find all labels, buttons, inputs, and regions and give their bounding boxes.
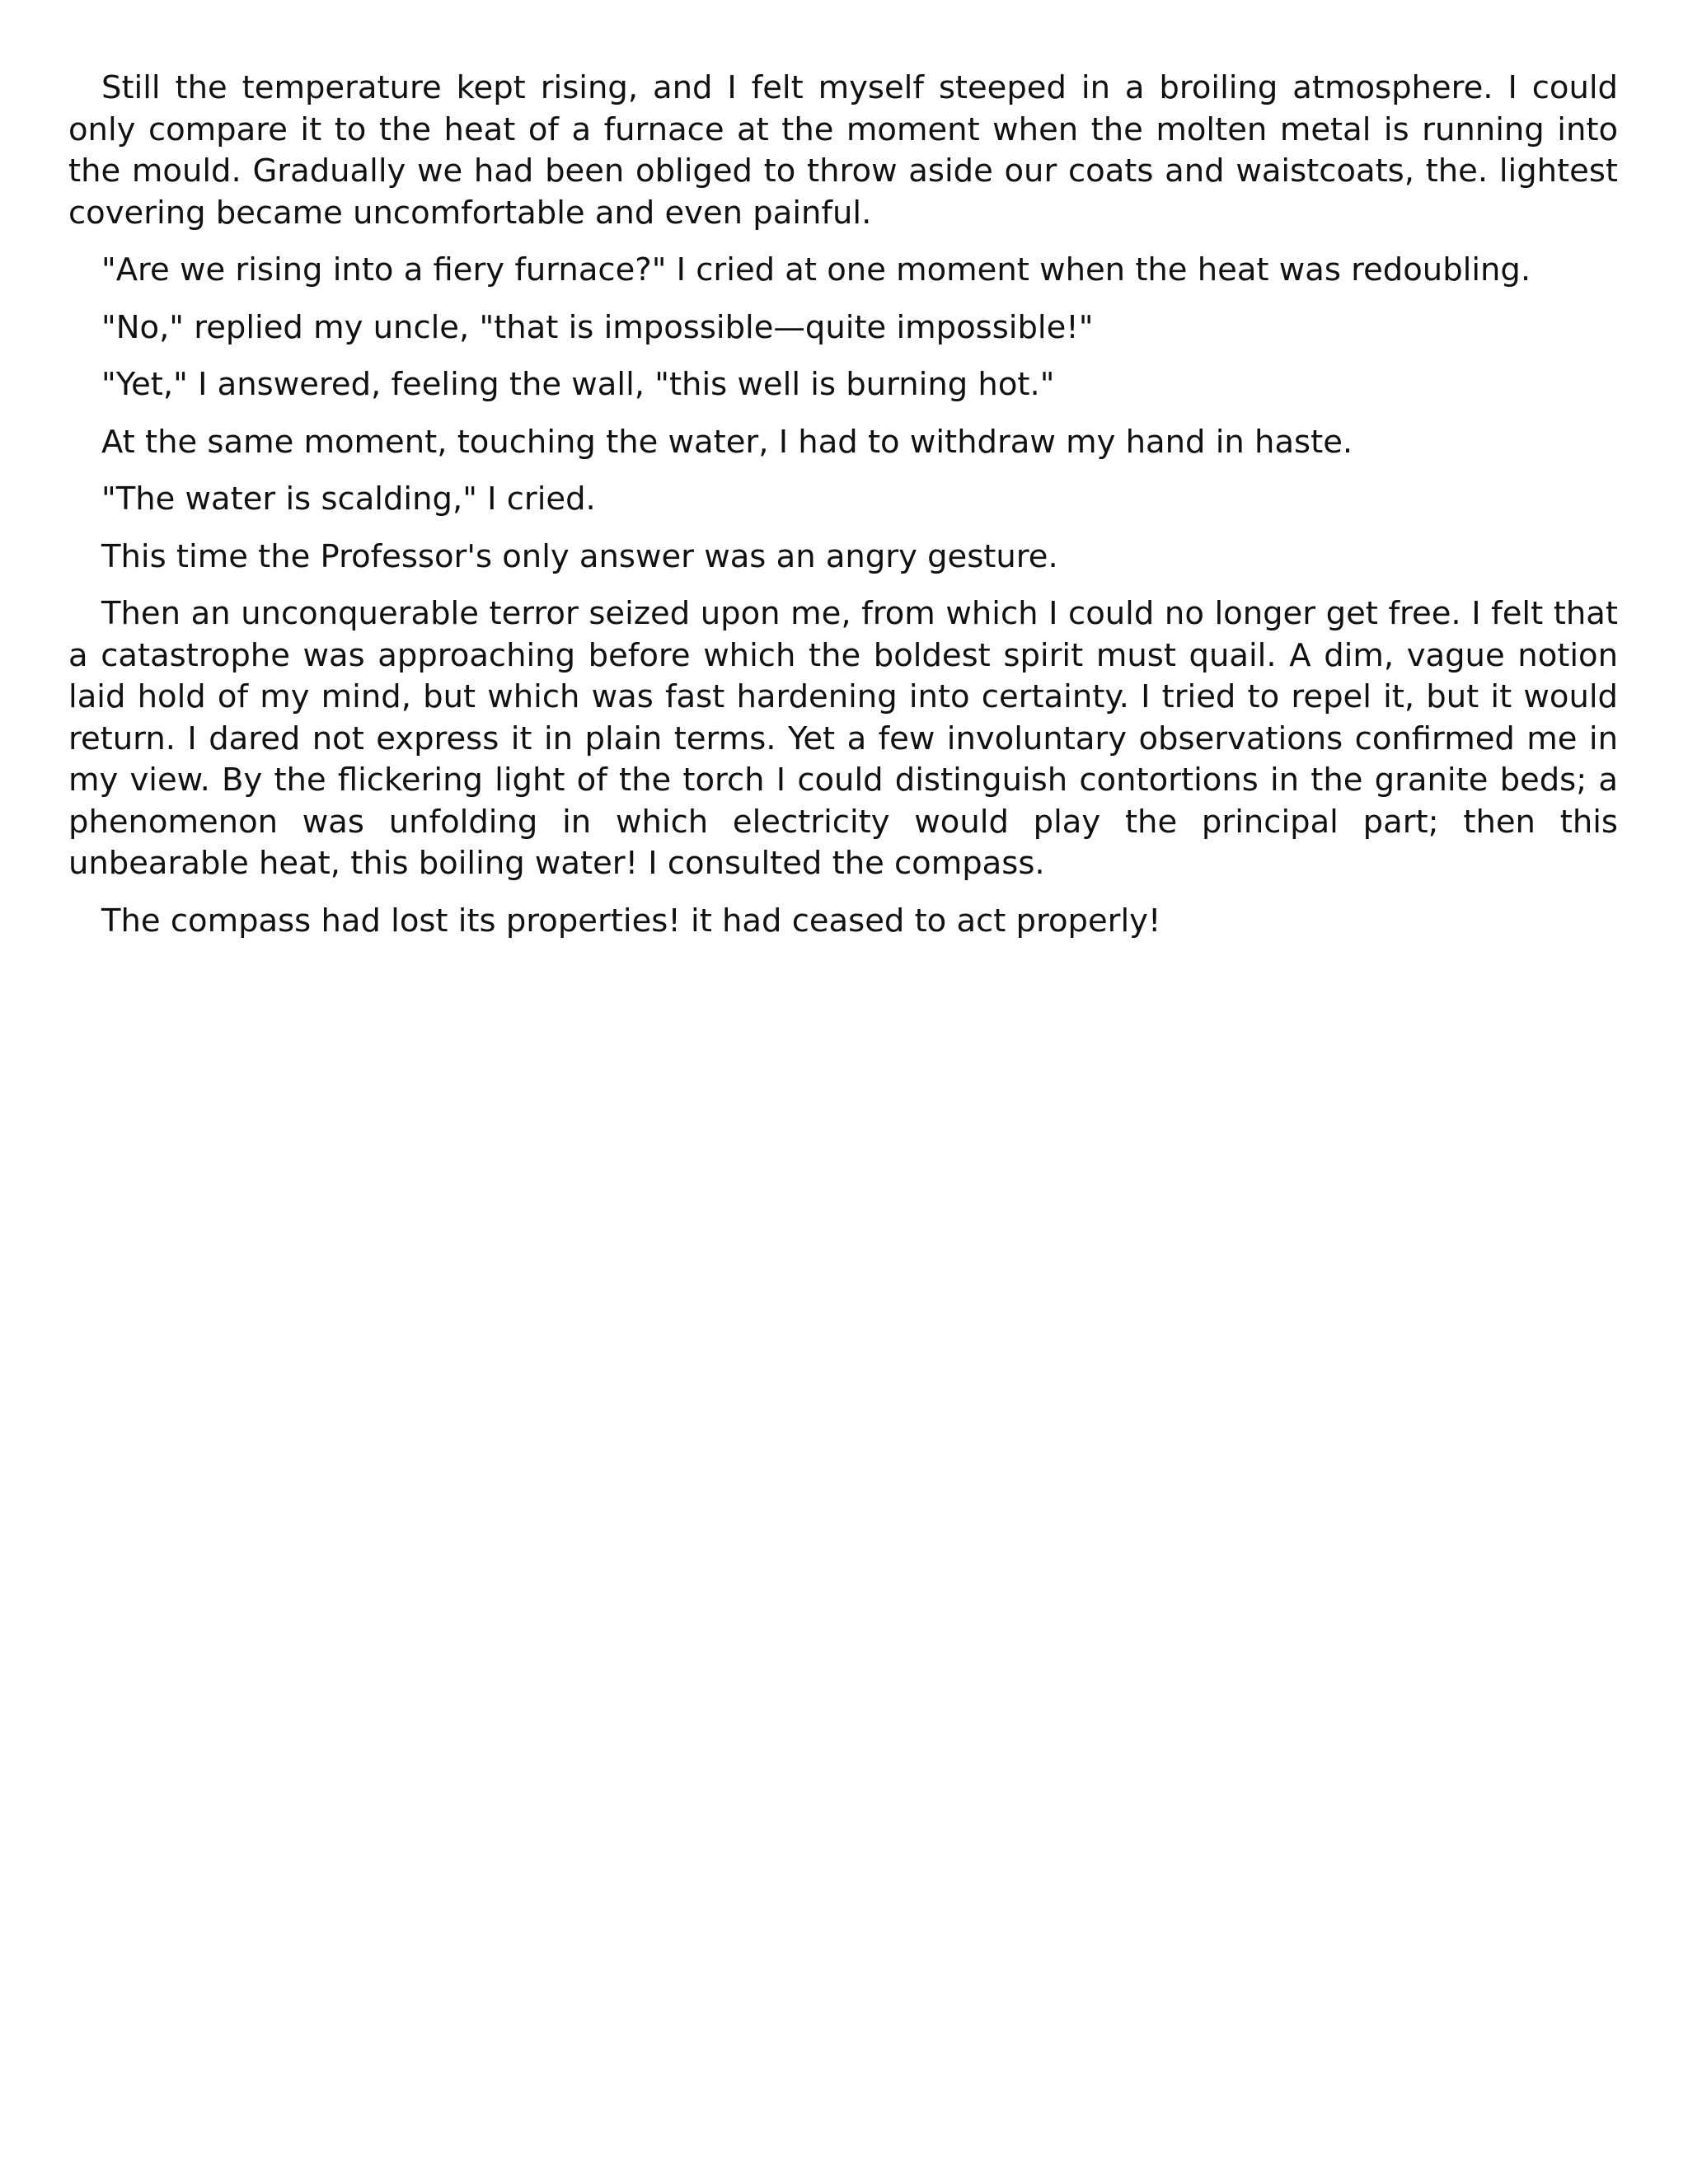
paragraph-9: The compass had lost its properties! it had ceased to act properly! [101, 902, 1161, 940]
paragraph-5: At the same moment, touching the water, I had to withdraw my hand in haste. [101, 423, 1353, 461]
paragraph-4: "Yet," I answered, feeling the wall, "this well is burning hot." [101, 366, 1055, 403]
paragraph-8: Then an unconquerable terror seized upon me, from which I could no longer get free. I felt that a catastrophe was approaching before which the boldest spirit must quail. A dim, vague notion laid hold of my mind, but which was fast hardening into certainty. I tried to repel it, but it would return. I dared not express it in plain terms. Yet a few involuntary observations confirmed me in my view. By the flickering light of the torch I could distinguish contortions in the granite beds; a phenomenon was unfolding in which electricity would play the principal part; then this unbearable heat, this boiling water! I consulted the compass. [68, 595, 1618, 882]
paragraph-3: "No," replied my uncle, "that is impossible—quite impossible!" [101, 308, 1094, 346]
paragraph-2: "Are we rising into a fiery furnace?" I cried at one moment when the heat was redoubling. [101, 251, 1531, 288]
paragraph-1: Still the temperature kept rising, and I felt myself steeped in a broiling atmosphere. I could only compare it to the heat of a furnace at the moment when the molten metal is running into the mould. Gradually we had been obliged to throw aside our coats and waistcoats, the. lightest covering became uncomfortable and even painful. [68, 69, 1618, 232]
paragraph-6: "The water is scalding," I cried. [101, 480, 596, 518]
paragraph-7: This time the Professor's only answer was an angry gesture. [101, 537, 1058, 575]
document-page [68, 68, 1618, 958]
